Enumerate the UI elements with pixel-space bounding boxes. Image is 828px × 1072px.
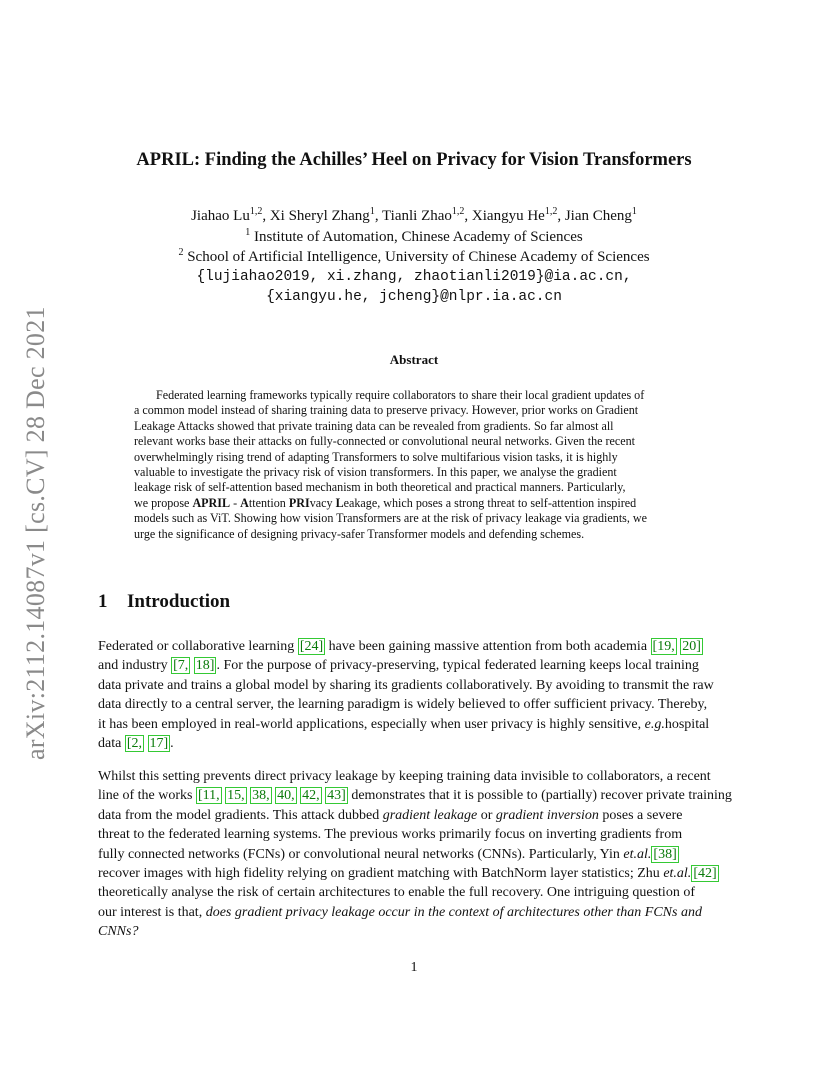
acronym-letter: PRI <box>288 495 310 510</box>
section-number: 1 <box>98 591 108 612</box>
text: poses a severe <box>598 807 683 823</box>
abstract-line: relevant works base their attacks on fully-connected or convolutional neural networks. Given the recent <box>134 434 636 449</box>
citation-link[interactable]: [7, <box>173 658 189 674</box>
email-line-2: {xiangyu.he, jcheng}@nlpr.ia.ac.cn <box>266 289 562 305</box>
author-name: Jiahao Lu <box>191 208 250 224</box>
text: fully connected networks (FCNs) or convolutional neural networks (CNNs). Particularly, Yin <box>98 846 624 862</box>
abstract-line: Federated learning frameworks typically require collaborators to share their local gradient updates of <box>156 388 645 402</box>
citation-link[interactable]: 38, <box>252 788 270 804</box>
section-title: Introduction <box>127 591 231 612</box>
paper-title: APRIL: Finding the Achilles’ Heel on Privacy for Vision Transformers <box>136 150 692 170</box>
text-line: Whilst this setting prevents direct privacy leakage by keeping training data invisible to collaborators, a recent <box>98 769 711 784</box>
text: recover images with high fidelity relying on gradient matching with BatchNorm layer statistics; Zhu <box>98 865 664 881</box>
paragraph <box>98 767 730 942</box>
abstract-heading: Abstract <box>389 352 439 367</box>
affiliation-mark: 1,2 <box>544 206 558 217</box>
affiliation-2 <box>0 248 828 268</box>
citation-link[interactable]: [38] <box>653 846 677 862</box>
citation-link[interactable]: [11, <box>197 788 220 804</box>
text: demonstrates that it is possible to (partially) recover private training <box>347 788 732 804</box>
abstract-line: urge the significance of designing privacy-safer Transformer models and defending schemes. <box>134 526 585 541</box>
text-line <box>98 864 730 883</box>
italic-text: CNNs? <box>98 924 139 940</box>
author-list <box>0 207 828 227</box>
citation-link[interactable]: 20] <box>682 639 701 654</box>
citation-link[interactable]: 17] <box>149 735 169 751</box>
text: or <box>477 807 496 823</box>
text-line <box>98 637 730 656</box>
citation-link[interactable]: 40, <box>277 788 295 804</box>
text: ttention <box>248 495 289 510</box>
text: data <box>98 735 125 751</box>
text-line <box>98 715 730 734</box>
italic-text: gradient inversion <box>495 807 599 823</box>
author-name: , Xiangyu He <box>464 208 545 224</box>
affiliation-mark: 1,2 <box>451 206 465 217</box>
affiliation-mark: 1 <box>369 206 375 217</box>
citation-link[interactable]: 15, <box>227 788 245 804</box>
text-line <box>98 734 730 753</box>
affiliation-mark: 1 <box>631 206 637 217</box>
abstract-line: leakage risk of self-attention based mechanism in both theoretical and practical manners. Particularly, <box>134 480 626 495</box>
abstract-line <box>134 496 694 511</box>
text-line <box>98 786 730 805</box>
text-line <box>98 806 730 825</box>
abstract-line: models such as ViT. Showing how vision Transformers are at the risk of privacy leakage via gradients, we <box>134 511 648 526</box>
affiliation-mark: 2 <box>178 247 184 258</box>
abstract-line: a common model instead of sharing training data to preserve privacy. However, prior works on Gradient <box>134 403 639 418</box>
text: data from the model gradients. This attack dubbed <box>98 807 383 823</box>
text: and industry <box>98 658 172 674</box>
acronym-april: APRIL <box>192 495 231 510</box>
citation-link[interactable]: [2, <box>126 735 142 751</box>
text: we propose <box>134 495 193 510</box>
italic-text: gradient leakage <box>382 807 478 823</box>
affiliation-text: Institute of Automation, Chinese Academy of Sciences <box>250 229 583 245</box>
text: vacy <box>309 495 336 510</box>
abstract-line: overwhelmingly rising trend of adapting Transformers to solve multifarious vision tasks, it is highly <box>134 449 618 464</box>
text: - <box>230 495 241 510</box>
citation-link[interactable]: [19, <box>652 639 675 654</box>
author-name: , Xi Sheryl Zhang <box>262 208 370 224</box>
affiliation-text: School of Artificial Intelligence, University of Chinese Academy of Sciences <box>183 249 650 265</box>
page-number: 1 <box>410 960 418 975</box>
text: eakage, which poses a strong threat to self-attention inspired <box>343 495 637 510</box>
text: . For the purpose of privacy-preserving, typical federated learning keeps local training <box>216 658 699 674</box>
text-line <box>98 903 730 922</box>
affiliation-mark: 1,2 <box>249 206 263 217</box>
acronym-letter: A <box>240 495 249 510</box>
text: hospital <box>664 716 710 732</box>
author-name: , Tianli Zhao <box>374 208 452 224</box>
paragraph <box>98 637 730 753</box>
citation-link[interactable]: 43] <box>327 788 346 804</box>
affiliation-1 <box>0 228 828 248</box>
text: . <box>170 735 174 751</box>
italic-text: does gradient privacy leakage occur in the context of architectures other than FCNs and <box>205 904 702 920</box>
text-line: data private and trains a global model by sharing its gradients collaboratively. By avoiding to transmit the raw <box>98 677 714 693</box>
abstract-line: valuable to investigate the privacy risk of vision transformers. In this paper, we analyse the gradient <box>134 464 617 479</box>
italic-text: et.al. <box>623 846 652 862</box>
citation-link[interactable]: [24] <box>299 639 324 654</box>
text-line <box>98 922 730 941</box>
text: Federated or collaborative learning <box>98 639 298 654</box>
citation-link[interactable]: 42, <box>302 788 320 804</box>
citation-link[interactable]: [42] <box>693 865 717 881</box>
text-line: theoretically analyse the risk of certain architectures to enable the full recovery. One intriguing question of <box>98 885 695 901</box>
abstract-body <box>134 388 694 542</box>
text-line: threat to the federated learning systems. The previous works primarily focus on inverting gradients from <box>98 827 683 843</box>
email-line-1: {lujiahao2019, xi.zhang, zhaotianli2019}@ia.ac.cn, <box>196 269 632 285</box>
section-heading <box>98 591 230 613</box>
arxiv-identifier: arXiv:2112.14087v1 [cs.CV] 28 Dec 2021 <box>21 306 50 760</box>
author-name: , Jian Cheng <box>557 208 632 224</box>
text-line <box>98 656 730 675</box>
citation-link[interactable]: 18] <box>195 658 215 674</box>
acronym-letter: L <box>335 495 344 510</box>
text: it has been employed in real-world applications, especially when user privacy is highly sensitive, <box>98 716 645 732</box>
text: line of the works <box>98 788 196 804</box>
text: our interest is that, <box>98 904 206 920</box>
text-line <box>98 845 730 864</box>
italic-text: e.g. <box>644 716 665 732</box>
text: have been gaining massive attention from both academia <box>325 639 651 654</box>
affiliation-mark: 1 <box>245 227 251 238</box>
italic-text: et.al. <box>663 865 692 881</box>
abstract-line: Leakage Attacks showed that private training data can be revealed from gradients. So far almost all <box>134 418 614 433</box>
text-line: data directly to a central server, the learning paradigm is widely believed to offer sufficient privacy. Thereby, <box>98 697 708 713</box>
